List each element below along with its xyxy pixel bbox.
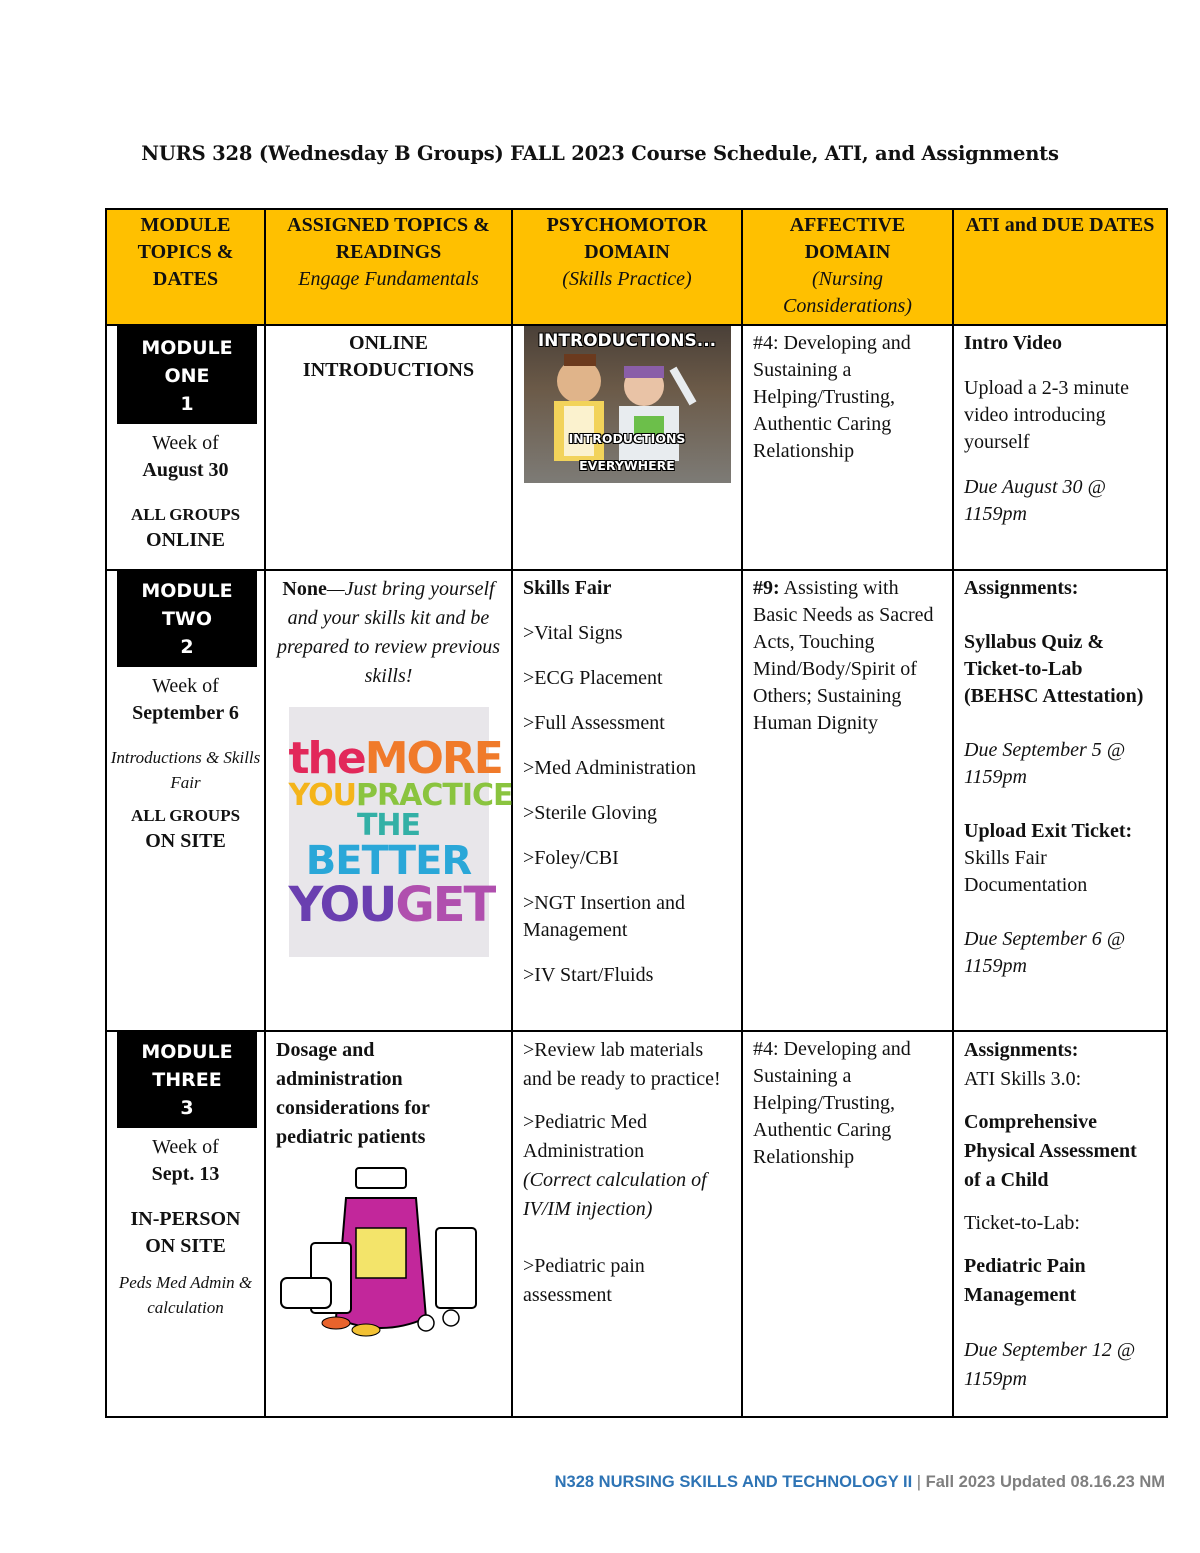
ati-heading: Assignments: — [964, 577, 1079, 599]
ati-heading: Assignments: — [964, 1039, 1079, 1061]
module-two-cell — [106, 570, 265, 1031]
skill-item: >NGT Insertion and Management — [523, 892, 685, 941]
week-label: Week of — [152, 1136, 219, 1158]
table-row — [106, 1031, 1167, 1417]
ati-body: Upload a 2-3 minute video introducing yourself — [964, 377, 1129, 453]
ati-assignment: Upload Exit Ticket: — [964, 820, 1133, 842]
week-label: Week of — [152, 432, 219, 454]
schedule-table — [105, 208, 1168, 1418]
header-module-topics: MODULE TOPICS & DATES — [106, 209, 265, 325]
psychomotor-cell — [512, 1031, 742, 1417]
location-label: ONLINE — [146, 529, 225, 551]
ati-sub: ATI Skills 3.0: — [964, 1068, 1082, 1090]
ati-body: Skills Fair Documentation — [964, 847, 1088, 896]
ati-assignment: Syllabus Quiz & Ticket-to-Lab (BEHSC Attestation) — [964, 631, 1144, 707]
groups-label: ALL GROUPS — [130, 806, 241, 825]
module-three-badge: MODULE THREE 3 — [117, 1032, 257, 1128]
skill-item: >Foley/CBI — [523, 847, 619, 869]
medicine-bottle-icon — [276, 1158, 486, 1343]
week-date: August 30 — [142, 459, 229, 481]
ati-due: Due September 6 @ 1159pm — [964, 928, 1126, 977]
table-row — [106, 325, 1167, 570]
module-one-badge: MODULE ONE 1 — [117, 326, 257, 424]
module-two-badge: MODULE TWO 2 — [117, 571, 257, 667]
location-label: ON SITE — [145, 830, 226, 852]
affective-cell: #4: Developing and Sustaining a Helping/Trusting, Authentic Caring Relationship — [742, 325, 953, 570]
psychomotor-cell — [512, 325, 742, 570]
skill-note: (Correct calculation of IV/IM injection) — [523, 1169, 707, 1220]
topics-cell: None—Just bring yourself and your skills kit and be prepared to review previous skills! theMORE YOUPRACTICE THE BETTER YOUGET — [265, 570, 512, 1031]
skill-item: >Full Assessment — [523, 712, 665, 734]
skill-item: >Pediatric Med Administration — [523, 1111, 648, 1162]
ati-cell — [953, 1031, 1167, 1417]
skill-item: >Review lab materials and be ready to practice! — [523, 1039, 721, 1090]
ati-due: Due August 30 @ 1159pm — [964, 476, 1106, 525]
week-label: Week of — [152, 675, 219, 697]
header-assigned-topics: ASSIGNED TOPICS & READINGS Engage Fundamentals — [265, 209, 512, 325]
ati-cell — [953, 570, 1167, 1031]
page-title: NURS 328 (Wednesday B Groups) FALL 2023 Course Schedule, ATI, and Assignments — [141, 142, 1059, 165]
topics-cell: ONLINE INTRODUCTIONS — [265, 325, 512, 570]
skill-item: >ECG Placement — [523, 667, 663, 689]
skill-item: >Sterile Gloving — [523, 802, 658, 824]
location-label: IN-PERSON ON SITE — [130, 1208, 241, 1257]
topics-cell: Dosage and administration considerations for pediatric patients — [265, 1031, 512, 1417]
ati-cell — [953, 325, 1167, 570]
ati-due: Due September 12 @ 1159pm — [964, 1339, 1136, 1390]
psychomotor-cell — [512, 570, 742, 1031]
header-ati: ATI and DUE DATES — [953, 209, 1167, 325]
practice-poster-image: theMORE YOUPRACTICE THE BETTER YOUGET — [289, 707, 489, 957]
session-note: Introductions & Skills Fair — [110, 748, 261, 792]
header-row — [106, 209, 1167, 325]
ati-sub: Ticket-to-Lab: — [964, 1212, 1080, 1234]
ati-assignment: Comprehensive Physical Assessment of a Child — [964, 1111, 1137, 1191]
header-psychomotor: PSYCHOMOTOR DOMAIN (Skills Practice) — [512, 209, 742, 325]
ati-due: Due September 5 @ 1159pm — [964, 739, 1126, 788]
week-date: Sept. 13 — [151, 1163, 220, 1185]
skill-item: >IV Start/Fluids — [523, 964, 654, 986]
affective-cell: #4: Developing and Sustaining a Helping/Trusting, Authentic Caring Relationship — [742, 1031, 953, 1417]
groups-label: ALL GROUPS — [130, 505, 241, 524]
page-footer: N328 NURSING SKILLS AND TECHNOLOGY II | Fall 2023 Updated 08.16.23 NM — [554, 1473, 1165, 1491]
week-date: September 6 — [132, 702, 239, 724]
affective-cell: #9: Assisting with Basic Needs as Sacred Acts, Touching Mind/Body/Spirit of Others; Sustaining Human Dignity — [742, 570, 953, 1031]
medication-bottles-image — [276, 1158, 486, 1343]
module-three-cell — [106, 1031, 265, 1417]
skills-fair-title: Skills Fair — [523, 577, 612, 599]
skill-item: >Pediatric pain assessment — [523, 1255, 645, 1306]
header-affective: AFFECTIVE DOMAIN (Nursing Considerations) — [742, 209, 953, 325]
introductions-meme-image: INTRODUCTIONS... INTRODUCTIONS EVERYWHERE — [524, 326, 731, 483]
table-row — [106, 570, 1167, 1031]
skill-item: >Med Administration — [523, 757, 696, 779]
skill-item: >Vital Signs — [523, 622, 623, 644]
session-note: Peds Med Admin & calculation — [118, 1273, 253, 1317]
ati-assignment: Pediatric Pain Management — [964, 1255, 1086, 1306]
ati-title: Intro Video — [964, 332, 1062, 354]
module-one-cell — [106, 325, 265, 570]
